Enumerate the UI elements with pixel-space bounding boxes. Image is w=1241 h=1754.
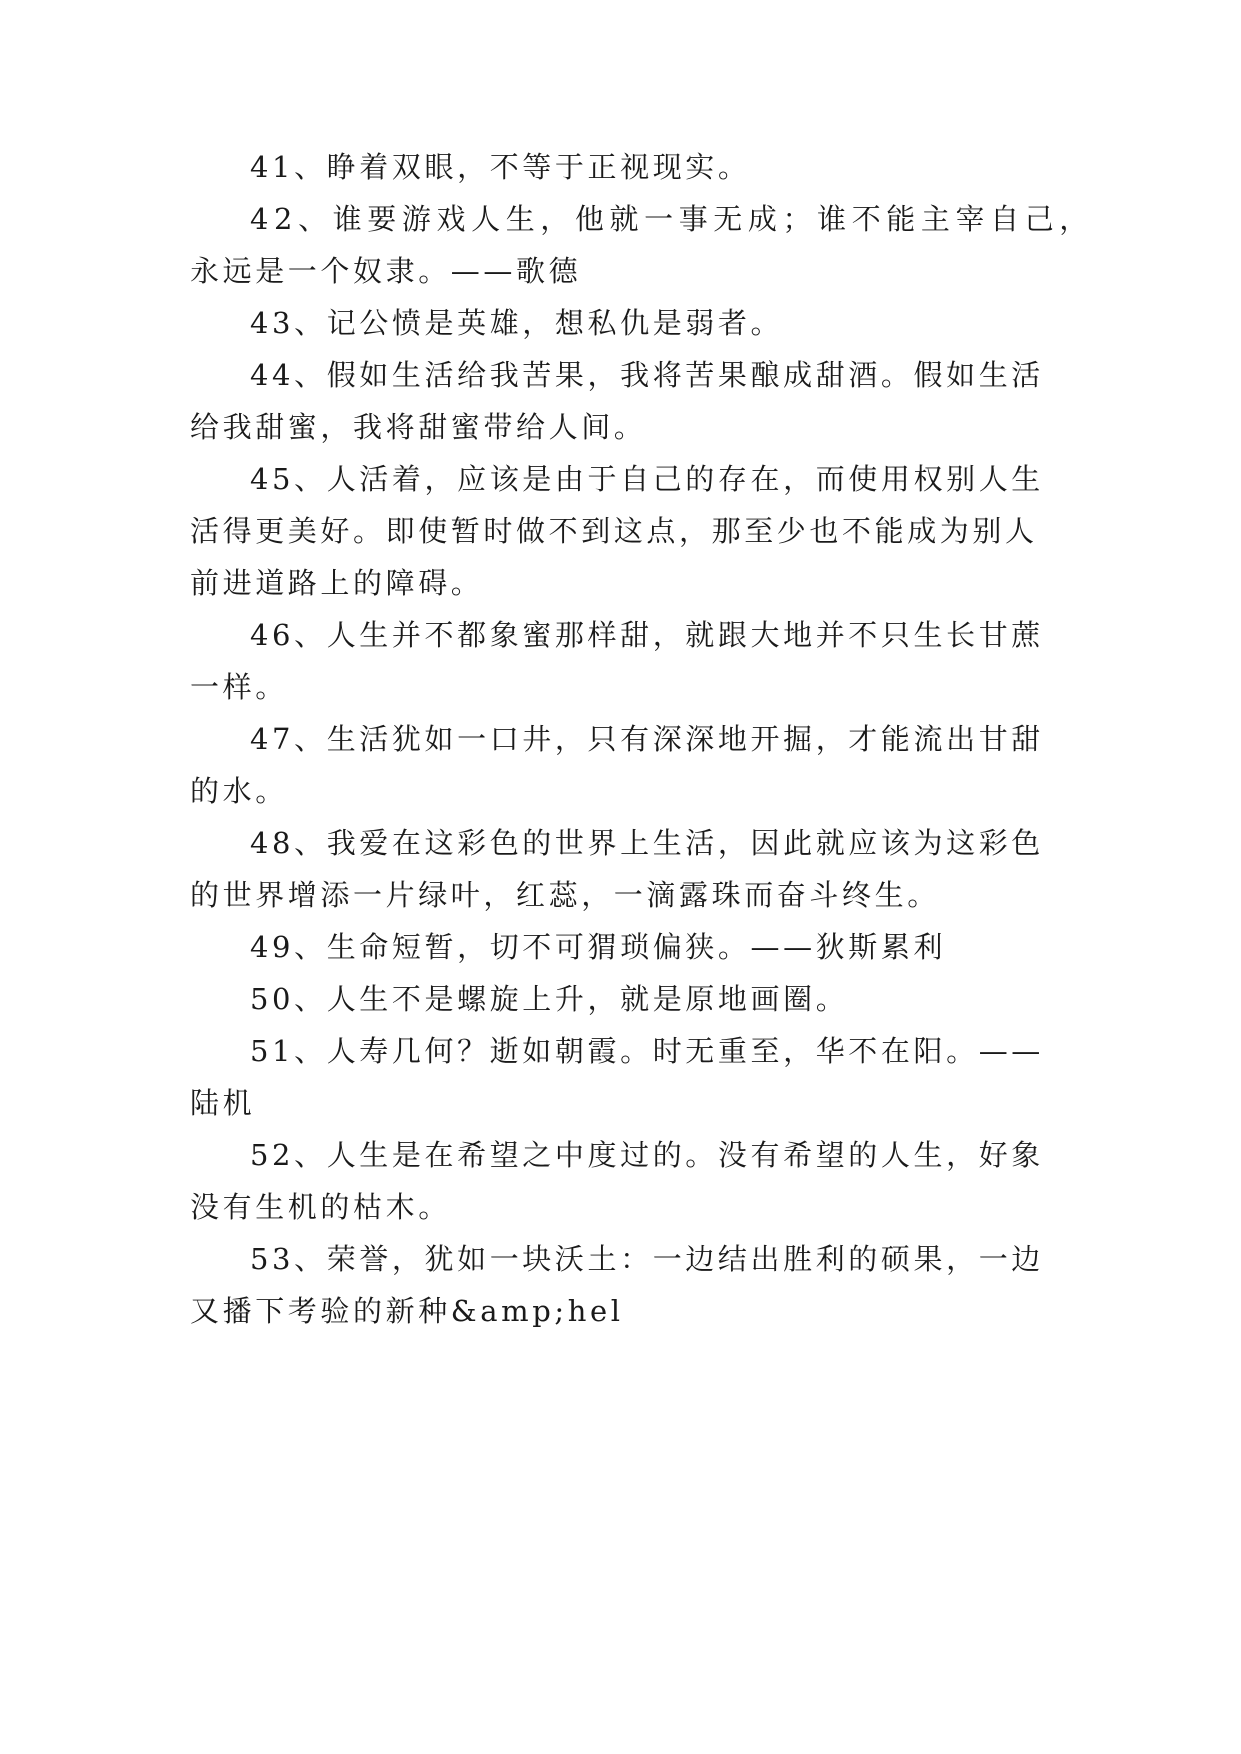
text-line: 给我甜蜜，我将甜蜜带给人间。	[190, 410, 647, 444]
text-line: 又播下考验的新种&amp;hel	[190, 1294, 624, 1328]
text-line: 41、睁着双眼，不等于正视现实。	[250, 150, 751, 184]
text-line: 的水。	[190, 774, 288, 808]
text-line: 活得更美好。即使暂时做不到这点，那至少也不能成为别人	[190, 514, 1038, 548]
text-line: 永远是一个奴隶。——歌德	[190, 254, 582, 288]
text-line: 48、我爱在这彩色的世界上生活，因此就应该为这彩色	[250, 826, 1044, 860]
text-line: 47、生活犹如一口井，只有深深地开掘，才能流出甘甜	[250, 722, 1044, 756]
text-line: 44、假如生活给我苦果，我将苦果酿成甜酒。假如生活	[250, 358, 1044, 392]
text-line: 53、荣誉，犹如一块沃土：一边结出胜利的硕果，一边	[250, 1242, 1044, 1276]
text-line: 45、人活着，应该是由于自己的存在，而使用权别人生	[250, 462, 1044, 496]
text-line: 49、生命短暂，切不可猬琐偏狭。——狄斯累利	[250, 930, 947, 964]
text-line: 的世界增添一片绿叶，红蕊，一滴露珠而奋斗终生。	[190, 878, 940, 912]
text-line: 前进道路上的障碍。	[190, 566, 484, 600]
text-line: 没有生机的枯木。	[190, 1190, 451, 1224]
text-line: 43、记公愤是英雄，想私仇是弱者。	[250, 306, 784, 340]
text-line: 50、人生不是螺旋上升，就是原地画圈。	[250, 982, 849, 1016]
text-line: 陆机	[190, 1086, 256, 1120]
text-line: 46、人生并不都象蜜那样甜，就跟大地并不只生长甘蔗	[250, 618, 1044, 652]
text-line: 52、人生是在希望之中度过的。没有希望的人生，好象	[250, 1138, 1044, 1172]
text-line: 42、谁要游戏人生，他就一事无成；谁不能主宰自己，	[250, 202, 1094, 236]
text-line: 51、人寿几何？逝如朝霞。时无重至，华不在阳。——	[250, 1034, 1044, 1068]
text-line: 一样。	[190, 670, 288, 704]
